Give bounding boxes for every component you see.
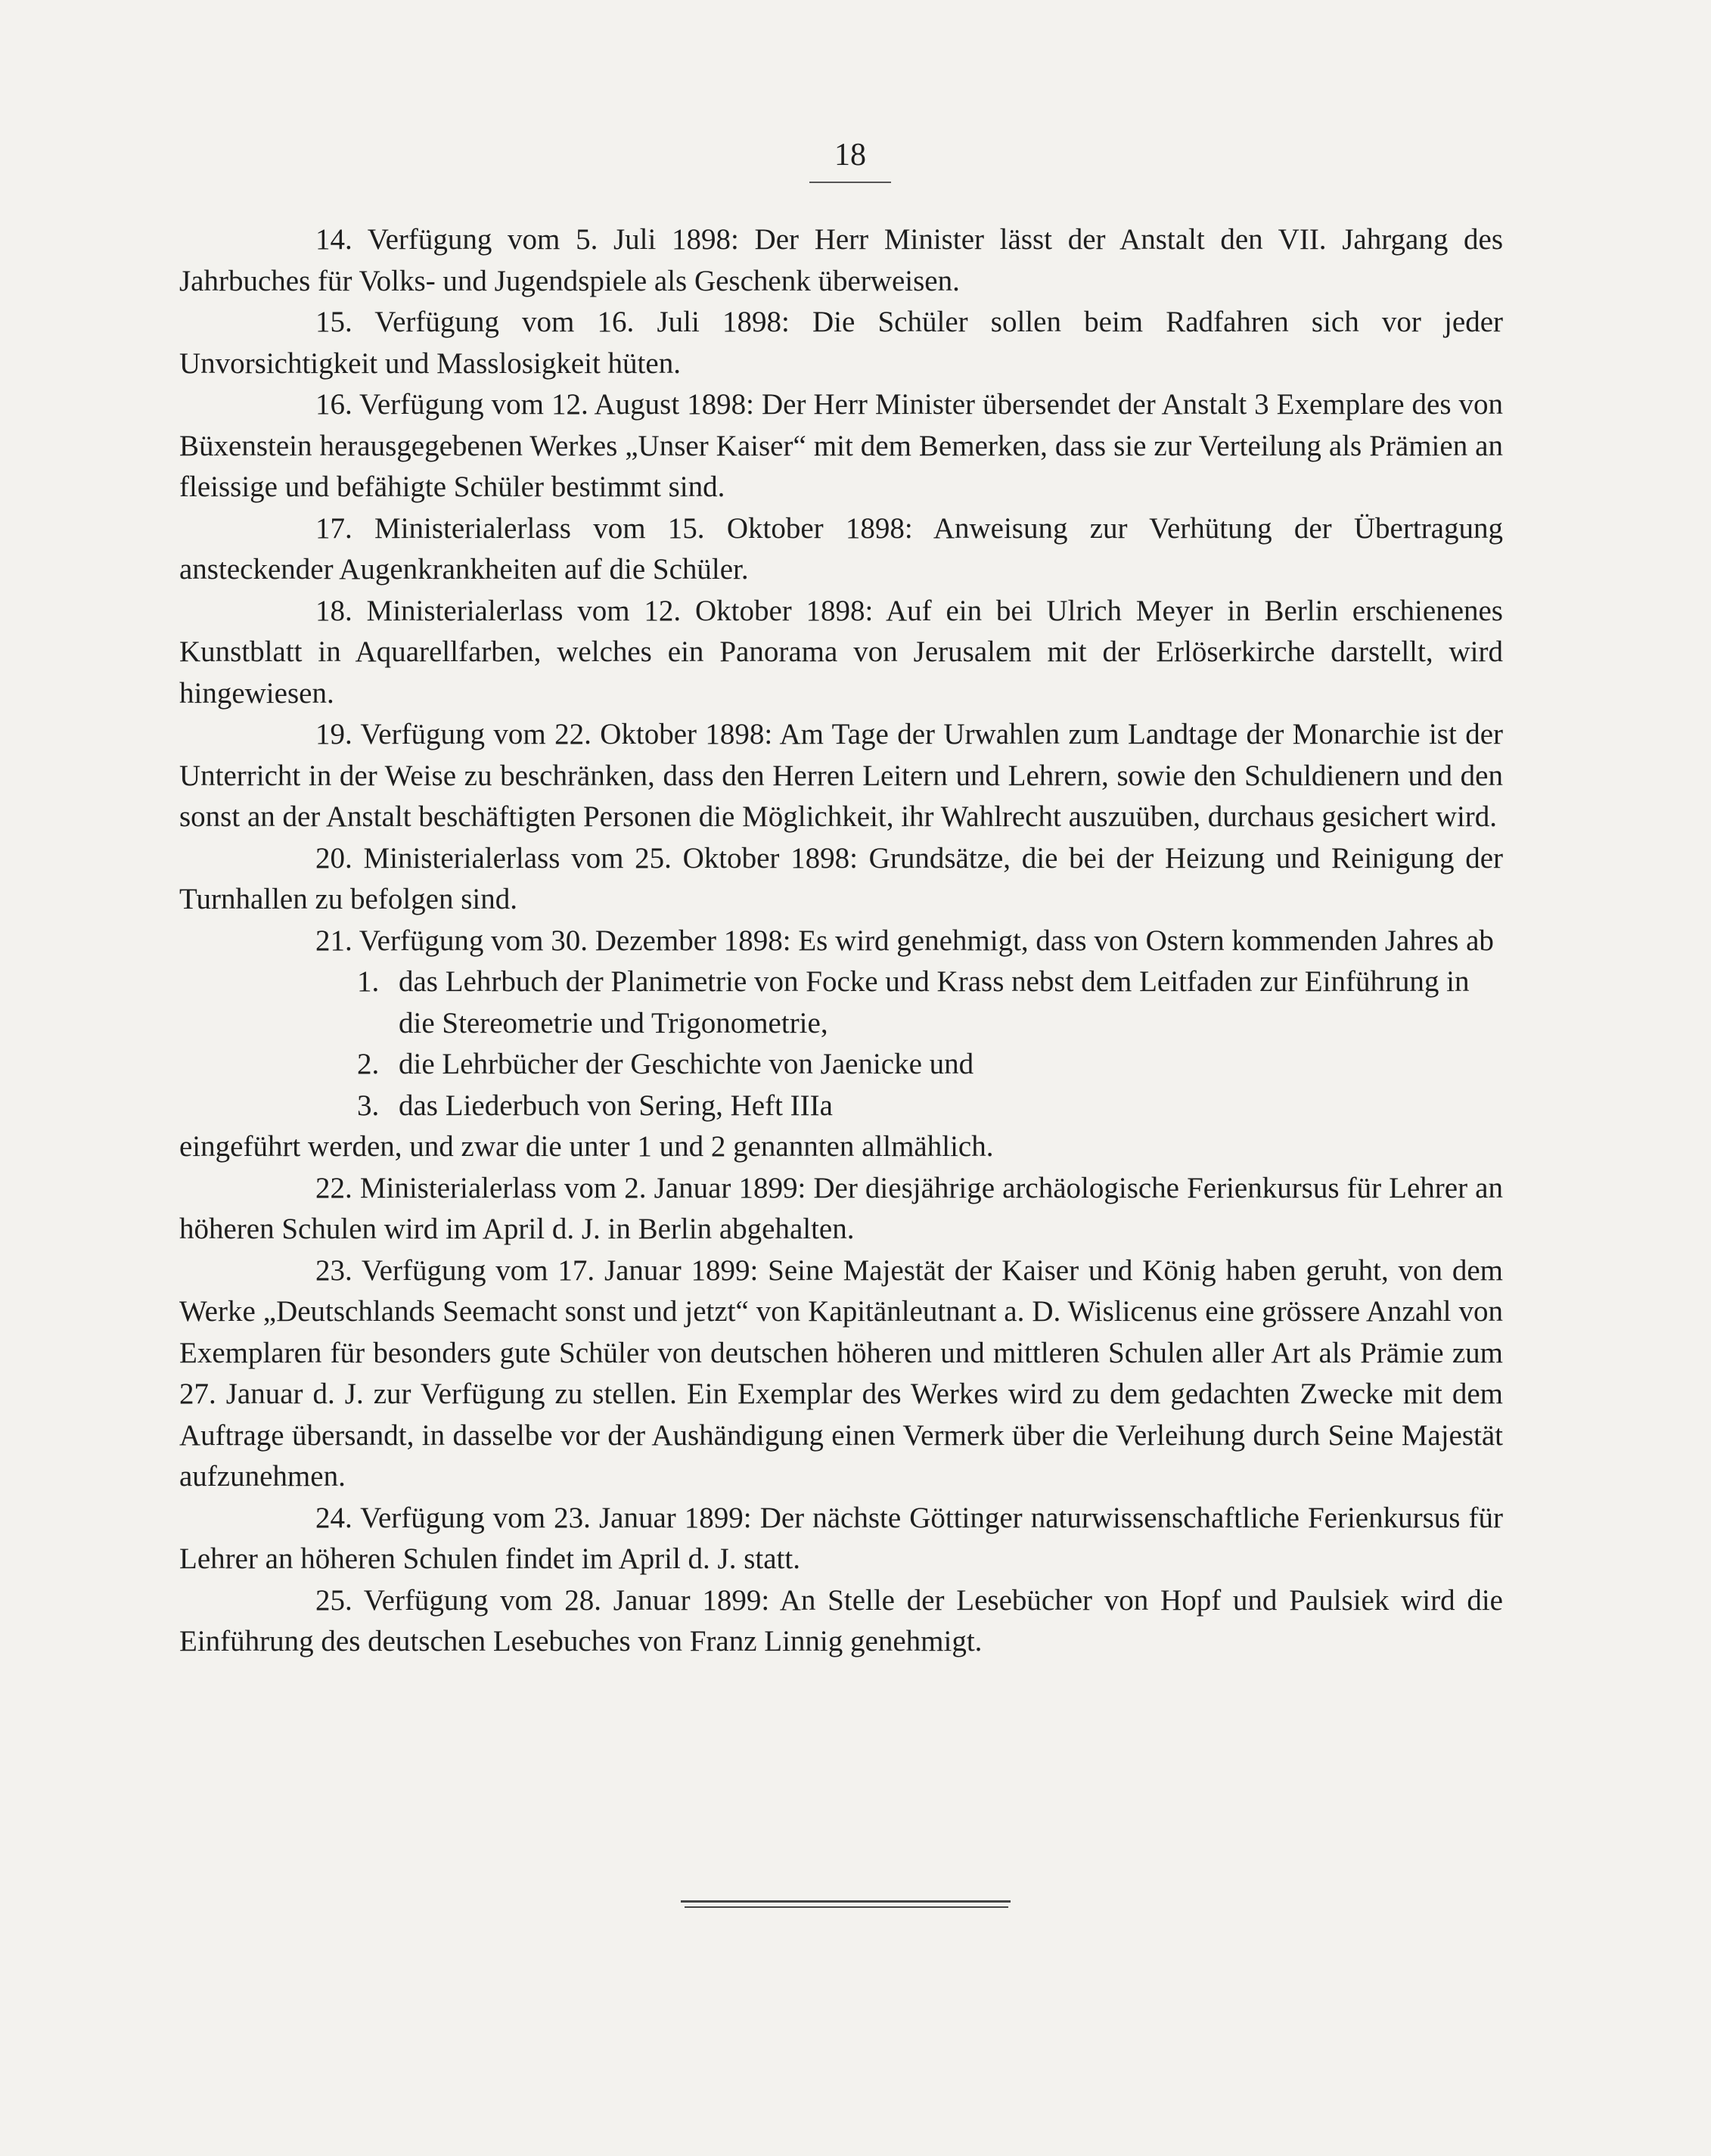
sublist-item: [179, 1044, 1503, 1086]
end-rule: [685, 1906, 1008, 1908]
decree-item-15: 15. Verfügung vom 16. Juli 1898: Die Schüler sollen beim Radfahren sich vor jeder Unvorsichtigkeit und Masslosigkeit hüten.: [179, 306, 1503, 380]
sublist-item: [179, 962, 1503, 1044]
page-number-rule: [809, 182, 891, 183]
decree-item-21-intro: 21. Verfügung vom 30. Dezember 1898: Es wird genehmigt, dass von Ostern kommenden Jahres ab: [315, 924, 1494, 957]
decree-item-17: 17. Ministerialerlass vom 15. Oktober 1898: Anweisung zur Verhütung der Übertragung ansteckender Augenkrankheiten auf die Schüler.: [179, 511, 1503, 586]
sublist-text: das Liederbuch von Sering, Heft IIIa: [399, 1089, 833, 1122]
end-rule: [681, 1900, 1011, 1903]
decree-item-18: 18. Ministerialerlass vom 12. Oktober 1898: Auf ein bei Ulrich Meyer in Berlin erschienenes Kunstblatt in Aquarellfarben, welches ein Panorama von Jerusalem mit der Erlöserkirche darstellt, wird hingewiesen.: [179, 594, 1503, 710]
decree-item-21-sublist: [179, 962, 1503, 1126]
decree-item-23: 23. Verfügung vom 17. Januar 1899: Seine Majestät der Kaiser und König haben geruht, von dem Werke „Deutschlands Seemacht sonst und jetzt“ von Kapitänleutnant a. D. Wislicenus eine grössere Anzahl von Exemplaren für besonders gute Schüler von deutschen höheren und mittleren Schulen aller Art als Prämie zum 27. Januar d. J. zur Verfügung zu stellen. Ein Exemplar des Werkes wird zu dem gedachten Zwecke mit dem Auftrage übersandt, in dasselbe vor der Aushändigung einen Vermerk über die Verleihung durch Seine Majestät aufzunehmen.: [179, 1254, 1503, 1493]
sublist-number: 1.: [357, 965, 380, 998]
sublist-item: [179, 1086, 1503, 1127]
sublist-number: 3.: [357, 1089, 380, 1122]
sublist-text: die Lehrbücher der Geschichte von Jaenicke und: [399, 1048, 974, 1080]
sublist-text: das Lehrbuch der Planimetrie von Focke und Krass nebst dem Leitfaden zur Einführung in die Stereometrie und Trigonometrie,: [399, 965, 1470, 1039]
decree-list: [179, 219, 1503, 1663]
decree-item-22: 22. Ministerialerlass vom 2. Januar 1899: Der diesjährige archäologische Ferienkursus für Lehrer an höheren Schulen wird im April d. J. in Berlin abgehalten.: [179, 1171, 1503, 1245]
page-number: 18: [834, 138, 866, 172]
decree-item-19: 19. Verfügung vom 22. Oktober 1898: Am Tage der Urwahlen zum Landtage der Monarchie ist der Unterricht in der Weise zu beschränken, dass den Herren Leitern und Lehrern, sowie den Schuldienern und den sonst an der Anstalt beschäftigten Personen die Möglichkeit, ihr Wahlrecht auszuüben, durchaus gesichert wird.: [179, 718, 1503, 833]
sublist-number: 2.: [357, 1048, 380, 1080]
decree-item-20: 20. Ministerialerlass vom 25. Oktober 1898: Grundsätze, die bei der Heizung und Reinigung der Turnhallen zu befolgen sind.: [179, 841, 1503, 915]
decree-item-16: 16. Verfügung vom 12. August 1898: Der Herr Minister übersendet der Anstalt 3 Exemplare des von Büxenstein herausgegebenen Werkes „Unser Kaiser“ mit dem Bemerken, dass sie zur Verteilung als Prämien an fleissige und befähigte Schüler bestimmt sind.: [179, 388, 1503, 503]
decree-item-14: 14. Verfügung vom 5. Juli 1898: Der Herr Minister lässt der Anstalt den VII. Jahrgang des Jahrbuches für Volks- und Jugendspiele als Geschenk überweisen.: [179, 223, 1503, 297]
decree-item-24: 24. Verfügung vom 23. Januar 1899: Der nächste Göttinger naturwissenschaftliche Ferienkursus für Lehrer an höheren Schulen findet im April d. J. statt.: [179, 1501, 1503, 1575]
decree-item-25: 25. Verfügung vom 28. Januar 1899: An Stelle der Lesebücher von Hopf und Paulsiek wird die Einführung des deutschen Lesebuches von Franz Linnig genehmigt.: [179, 1583, 1503, 1657]
decree-item-21-outro: eingeführt werden, und zwar die unter 1 und 2 genannten allmählich.: [179, 1130, 994, 1163]
